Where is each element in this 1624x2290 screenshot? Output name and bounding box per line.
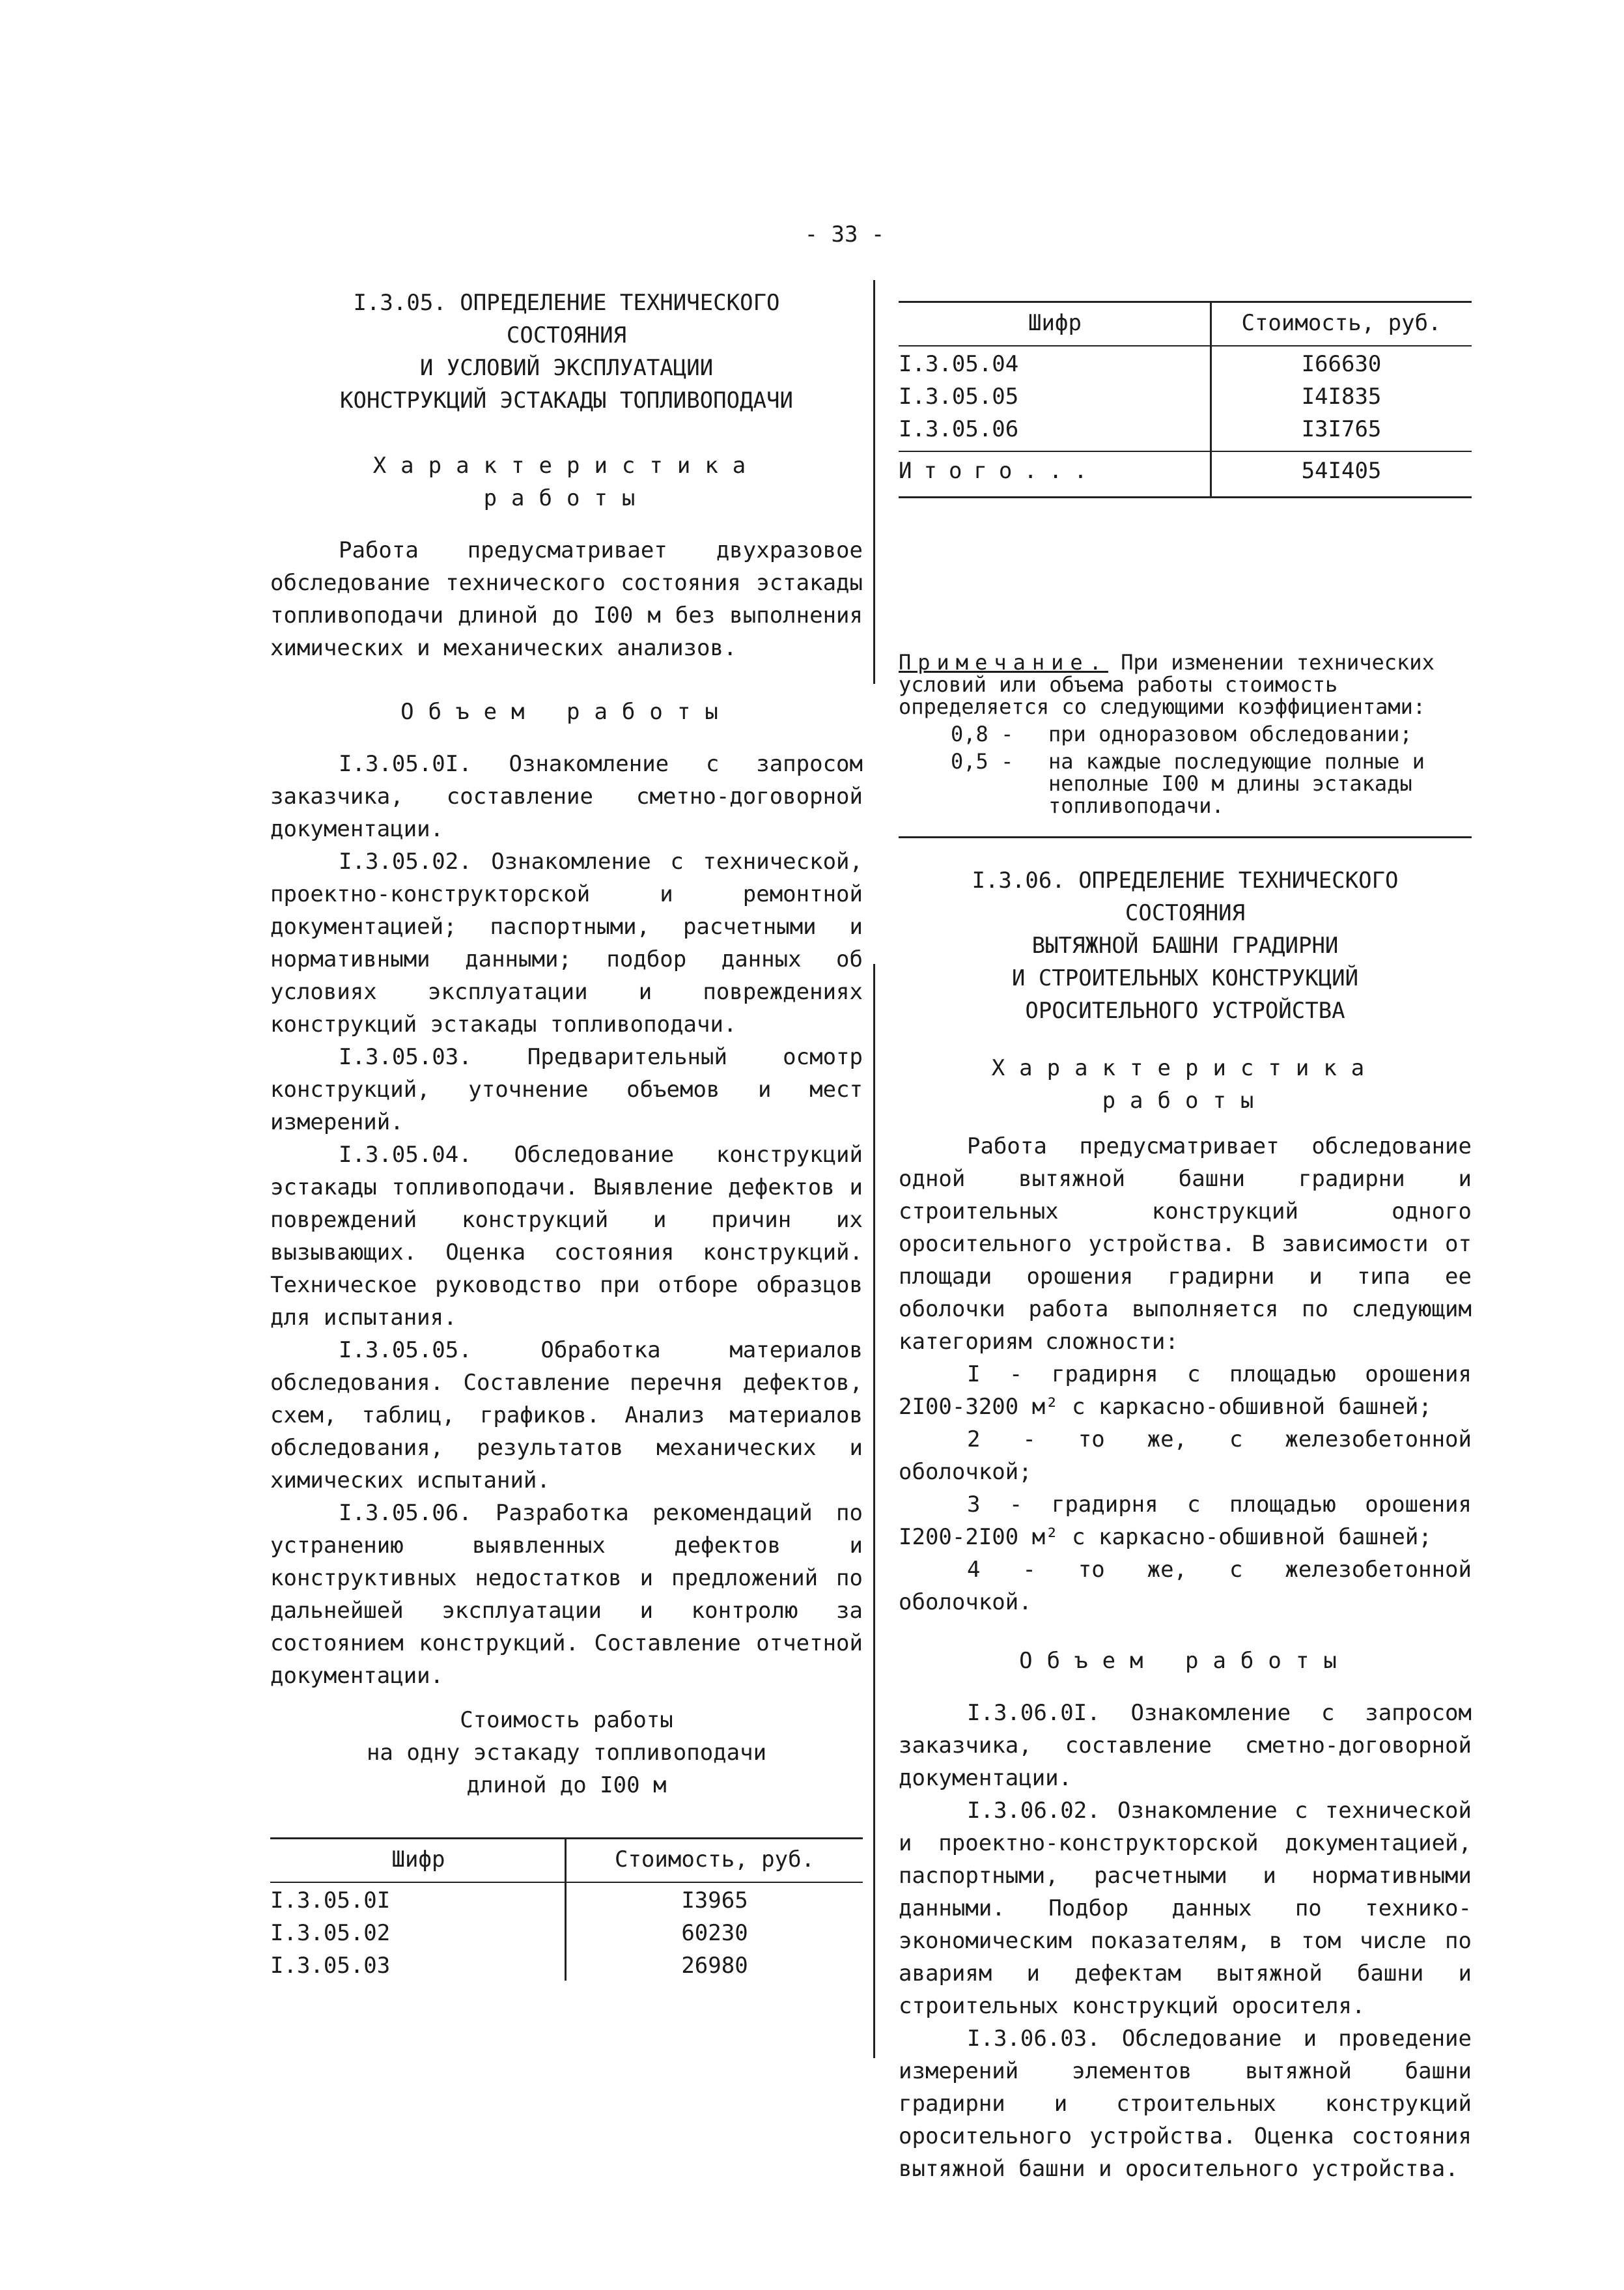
header-code: Шифр bbox=[391, 1846, 445, 1873]
caption-line: Стоимость работы bbox=[460, 1707, 673, 1733]
cell-cost: 60230 bbox=[681, 1920, 748, 1946]
title-line: I.3.05. ОПРЕДЕЛЕНИЕ ТЕХНИЧЕСКОГО bbox=[353, 290, 780, 316]
category-item: 4 - то же, с железобетонной оболочкой. bbox=[899, 1557, 1472, 1615]
header-cost: Стоимость, руб. bbox=[614, 1846, 815, 1873]
table-total-row bbox=[899, 455, 1472, 487]
table-rule-top bbox=[270, 1837, 863, 1839]
cell-cost: I4I835 bbox=[1301, 384, 1382, 410]
left-column bbox=[270, 287, 863, 1982]
title-line: И УСЛОВИЙ ЭКСПЛУАТАЦИИ bbox=[419, 355, 714, 381]
note-coefficient-text: на каждые последующие полные и неполные I00 м длины эстакады топливоподачи. bbox=[1048, 749, 1425, 818]
cell-code: I.3.05.0I bbox=[270, 1887, 391, 1914]
column-divider-lower bbox=[873, 964, 875, 2058]
cell-cost: 26980 bbox=[681, 1953, 748, 1979]
note-item bbox=[899, 723, 1472, 745]
heading-line: Характеристика bbox=[372, 453, 761, 479]
table-rule-total bbox=[899, 451, 1472, 452]
title-line: I.3.06. ОПРЕДЕЛЕНИЕ ТЕХНИЧЕСКОГО bbox=[972, 868, 1399, 894]
left-cost-table bbox=[270, 1837, 863, 1982]
work-item: I.3.05.02. Ознакомление с технической, проектно-конструкторской и ремонтной документацией; паспортными, расчетными и нормативными данными; подбор данных об условиях эксплуатации и повреждениях конструкций эстакады топливоподачи. bbox=[270, 849, 863, 1038]
table-rule-header bbox=[270, 1882, 863, 1883]
note-label: Примечание. bbox=[899, 650, 1108, 675]
title-line: ВЫТЯЖНОЙ БАШНИ ГРАДИРНИ bbox=[1031, 933, 1339, 959]
note-coefficient: 0,5 - bbox=[951, 749, 1014, 774]
title-line: И СТРОИТЕЛЬНЫХ КОНСТРУКЦИЙ bbox=[1011, 965, 1359, 991]
caption-line: на одну эстакаду топливоподачи bbox=[366, 1740, 767, 1766]
total-value: 54I405 bbox=[1301, 458, 1382, 484]
cell-cost: I3I765 bbox=[1301, 416, 1382, 442]
category-item: 3 - градирня с площадью орошения I200-2I00 м² с каркасно-обшивной башней; bbox=[899, 1491, 1472, 1550]
left-volume-heading: Объем работы bbox=[400, 699, 733, 725]
left-cost-caption bbox=[270, 1704, 863, 1802]
caption-line: длиной до I00 м bbox=[466, 1772, 667, 1798]
right-column bbox=[899, 301, 1472, 2185]
category-item: 2 - то же, с железобетонной оболочкой; bbox=[899, 1426, 1472, 1485]
work-item: I.3.05.04. Обследование конструкций эстакады топливоподачи. Выявление дефектов и повреждений конструкций и причин их вызывающих. Оценка состояния конструкций. Техническое руководство при отборе образцов для испытания. bbox=[270, 1142, 863, 1331]
title-line: СОСТОЯНИЯ bbox=[1125, 900, 1246, 926]
title-line: ОРОСИТЕЛЬНОГО УСТРОЙСТВА bbox=[1025, 998, 1345, 1024]
work-item: I.3.06.03. Обследование и проведение измерений элементов вытяжной башни градирни и строительных конструкций оросительного устройства. Оценка состояния вытяжной башни и оросительного устройства. bbox=[899, 2026, 1472, 2182]
left-char-text: Работа предусматривает двухразовое обследование технического состояния эстакады топливоподачи длиной до I00 м без выполнения химических и механических анализов. bbox=[270, 537, 863, 661]
work-item: I.3.05.0I. Ознакомление с запросом заказчика, составление сметно-договорной документации. bbox=[270, 751, 863, 842]
right-char-heading bbox=[899, 1052, 1472, 1117]
table-header-row bbox=[270, 1837, 863, 1882]
table-row bbox=[270, 1917, 863, 1949]
note-coefficient: 0,8 - bbox=[951, 722, 1014, 746]
right-char-text: Работа предусматривает обследование одной вытяжной башни градирни и строительных конструкций одного оросительного устройства. В зависимости от площади орошения градирни и типа ее оболочки работа выполняется по следующим категориям сложности: bbox=[899, 1133, 1472, 1355]
title-line: СОСТОЯНИЯ bbox=[506, 322, 627, 348]
column-divider-upper bbox=[873, 280, 875, 684]
table-rule-header bbox=[899, 345, 1472, 346]
table-row bbox=[270, 1949, 863, 1982]
cell-code: I.3.05.02 bbox=[270, 1920, 391, 1946]
cell-cost: I3965 bbox=[681, 1887, 748, 1914]
left-work-items bbox=[270, 748, 863, 1692]
cell-code: I.3.05.05 bbox=[899, 384, 1019, 410]
heading-line: работы bbox=[483, 485, 650, 511]
heading-line: Характеристика bbox=[991, 1055, 1379, 1081]
work-item: I.3.05.05. Обработка материалов обследования. Составление перечня дефектов, схем, таблиц, графиков. Анализ материалов обследования, результатов механических и химических испытаний. bbox=[270, 1337, 863, 1493]
work-item: I.3.05.03. Предварительный осмотр конструкций, уточнение объемов и мест измерений. bbox=[270, 1044, 863, 1135]
left-char-heading bbox=[270, 449, 863, 515]
cell-code: I.3.05.03 bbox=[270, 1953, 391, 1979]
table-column-rule bbox=[565, 1837, 567, 1981]
table-row bbox=[899, 348, 1472, 380]
table-row bbox=[899, 380, 1472, 413]
header-cost: Стоимость, руб. bbox=[1241, 310, 1442, 336]
header-code: Шифр bbox=[1028, 310, 1082, 336]
note-text: При изменении технических условий или объема работы стоимость определяется со следующими коэффициентами: bbox=[899, 650, 1435, 719]
table-row bbox=[899, 413, 1472, 445]
table-header-row bbox=[899, 301, 1472, 345]
work-item: I.3.05.06. Разработка рекомендаций по устранению выявленных дефектов и конструктивных недостатков и предложений по дальнейшей эксплуатации и контролю за состоянием конструкций. Составление отчетной документации. bbox=[270, 1500, 863, 1689]
cell-cost: I66630 bbox=[1301, 351, 1382, 377]
heading-line: работы bbox=[1102, 1088, 1268, 1114]
total-label: Итого... bbox=[899, 458, 1099, 484]
right-section-title bbox=[899, 864, 1472, 1027]
note-item bbox=[899, 750, 1472, 817]
complexity-categories bbox=[899, 1358, 1472, 1619]
cell-code: I.3.05.04 bbox=[899, 351, 1019, 377]
page-number: - 33 - bbox=[804, 221, 885, 247]
table-rule-top bbox=[899, 301, 1472, 303]
category-item: I - градирня с площадью орошения 2I00-3200 м² с каркасно-обшивной башней; bbox=[899, 1361, 1472, 1420]
table-rule-bottom bbox=[899, 496, 1472, 498]
note bbox=[899, 651, 1472, 817]
title-line: КОНСТРУКЦИЙ ЭСТАКАДЫ ТОПЛИВОПОДАЧИ bbox=[340, 388, 793, 414]
right-work-items bbox=[899, 1697, 1472, 2185]
table-row bbox=[270, 1884, 863, 1917]
work-item: I.3.06.02. Ознакомление с технической и проектно-конструкторской документацией, паспортными, расчетными и нормативными данными. Подбор данных по технико-экономическим показателям, в том числе по авариям и дефектам вытяжной башни и строительных конструкций оросителя. bbox=[899, 1798, 1472, 2019]
work-item: I.3.06.0I. Ознакомление с запросом заказчика, составление сметно-договорной документации. bbox=[899, 1700, 1472, 1791]
note-coefficient-text: при одноразовом обследовании; bbox=[1048, 722, 1412, 746]
cell-code: I.3.05.06 bbox=[899, 416, 1019, 442]
right-cost-table bbox=[899, 301, 1472, 484]
left-section-title bbox=[270, 287, 863, 417]
note-rule-bottom bbox=[899, 836, 1472, 838]
right-volume-heading: Объем работы bbox=[1019, 1648, 1351, 1674]
